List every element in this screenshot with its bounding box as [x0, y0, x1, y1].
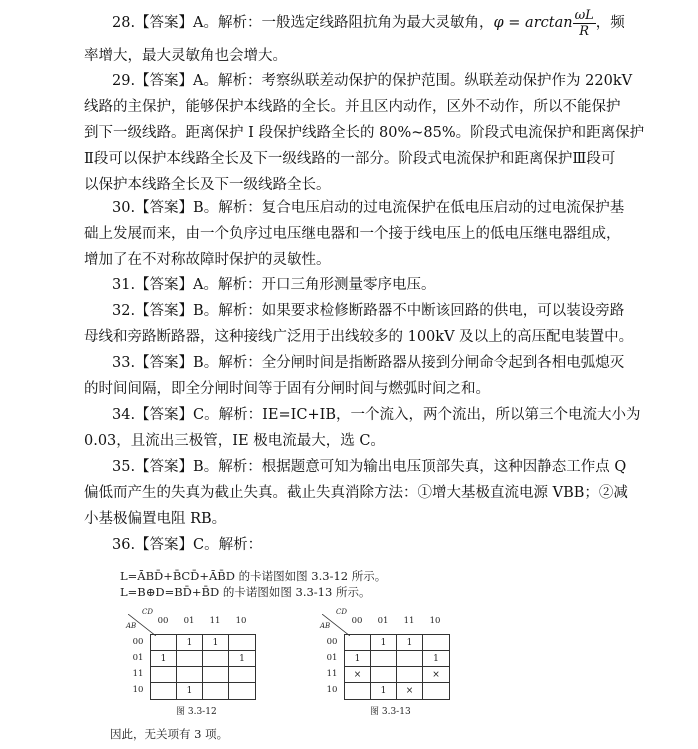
- kmap-cell: [371, 651, 397, 667]
- answer-30: [84, 195, 625, 273]
- kmap-cell: [229, 683, 255, 699]
- kmap-cell: [371, 667, 397, 683]
- kmap-cell: [397, 667, 423, 683]
- answer-32-line: 32.【答案】B。解析：如果要求检修断路器不中断该回路的供电，可以装设旁路: [112, 303, 625, 319]
- answer-29-line: 29.【答案】A。解析：考察纵联差动保护的保护范围。纵联差动保护作为 220kV: [112, 73, 633, 89]
- answer-32: [84, 298, 634, 350]
- kmap-grid: [344, 634, 450, 700]
- kmap-corner-cd: CD: [336, 608, 347, 616]
- answer-28-text-a: 28.【答案】A。解析：一般选定线路阻抗角为最大灵敏角，: [112, 15, 494, 31]
- formula-phi: φ = arctan: [493, 15, 573, 31]
- kmap-corner-cd: CD: [142, 608, 153, 616]
- kmap-cell: 1: [151, 651, 177, 667]
- kmap-row-label: 11: [132, 669, 144, 679]
- kmap-row-label: 10: [132, 685, 144, 695]
- answer-29-line: 线路的主保护，能够保护本线路的全长。并且区内动作，区外不动作，所以不能保护: [84, 99, 621, 115]
- kmap-cell: 1: [423, 651, 449, 667]
- kmap-row-label: 10: [326, 685, 338, 695]
- kmap-cell: [203, 651, 229, 667]
- kmap-corner-ab: AB: [126, 622, 137, 630]
- kmap-col-label: 11: [403, 616, 415, 626]
- kmap-cell: [423, 683, 449, 699]
- kmap-cell: [229, 667, 255, 683]
- kmap-cell: 1: [371, 635, 397, 651]
- figure-equation-2: L=B⊕D=BD̄+B̄D 的卡诺图如图 3.3-13 所示。: [120, 585, 371, 599]
- answer-34: [84, 402, 641, 454]
- karnaugh-figure: [110, 566, 480, 746]
- kmap-col-label: 10: [235, 616, 247, 626]
- answer-36-line: 36.【答案】C。解析：: [112, 537, 263, 553]
- figure-caption-2: 图 3.3-13: [370, 707, 411, 717]
- formula-denominator: R: [579, 23, 590, 39]
- answer-31: [84, 272, 604, 298]
- kmap-cell: [345, 635, 371, 651]
- answer-33: [84, 350, 625, 402]
- figure-caption-1: 图 3.3-12: [176, 707, 217, 717]
- kmap-cell: [229, 635, 255, 651]
- kmap-cell: 1: [229, 651, 255, 667]
- answer-33-line: 的时间间隔，即全分闸时间等于固有分闸时间与燃弧时间之和。: [84, 381, 490, 397]
- kmap-cell: 1: [345, 651, 371, 667]
- formula-numerator: ωL: [574, 7, 594, 23]
- kmap-cell: [151, 683, 177, 699]
- kmap-cell: [177, 667, 203, 683]
- kmap-row-label: 00: [326, 637, 338, 647]
- answer-34-line: 0.03，且流出三极管，IE 极电流最大，选 C。: [84, 433, 385, 449]
- kmap-cell: 1: [177, 635, 203, 651]
- answer-29-line: 到下一级线路。距离保护 I 段保护线路全长的 80%~85%。阶段式电流保护和距离保护: [84, 125, 645, 141]
- kmap-cell: [345, 683, 371, 699]
- kmap-col-label: 10: [429, 616, 441, 626]
- kmap-cell: [177, 651, 203, 667]
- kmap-row-label: 01: [132, 653, 144, 663]
- answer-35: [84, 454, 628, 532]
- answer-29: [84, 68, 645, 198]
- answer-29-line: Ⅱ段可以保护本线路全长及下一级线路的一部分。阶段式电流保护和距离保护Ⅲ段可: [84, 151, 616, 167]
- kmap-cell: ×: [423, 667, 449, 683]
- kmap-cell: [203, 683, 229, 699]
- answer-32-line: 母线和旁路断路器，这种接线广泛用于出线较多的 100kV 及以上的高压配电装置中。: [84, 329, 634, 345]
- kmap-col-label: 01: [377, 616, 389, 626]
- kmap-col-label: 00: [351, 616, 363, 626]
- answer-28-text-b: ，频: [595, 15, 625, 31]
- kmap-row-label: 00: [132, 637, 144, 647]
- kmap-cell: [151, 667, 177, 683]
- answer-33-line: 33.【答案】B。解析：全分闸时间是指断路器从接到分闸命令起到各相电弧熄灭: [112, 355, 625, 371]
- kmap-corner-ab: AB: [320, 622, 331, 630]
- answer-35-line: 35.【答案】B。解析：根据题意可知为输出电压顶部失真，这种因静态工作点 Q: [112, 459, 627, 475]
- kmap-cell: ×: [397, 683, 423, 699]
- answer-35-line: 小基极偏置电阻 RB。: [84, 511, 227, 527]
- answer-35-line: 偏低而产生的失真为截止失真。截止失真消除方法：①增大基极直流电源 VBB；②减: [84, 485, 628, 501]
- kmap-col-label: 01: [183, 616, 195, 626]
- kmap-cell: 1: [371, 683, 397, 699]
- answer-30-line: 础上发展而来，由一个负序过电压继电器和一个接于线电压上的低电压继电器组成，: [84, 226, 621, 242]
- answer-31-line: 31.【答案】A。解析：开口三角形测量零序电压。: [112, 277, 436, 293]
- kmap-cell: [397, 651, 423, 667]
- figure-equation-1: L=ĀBD̄+B̄CD̄+ĀB̄D 的卡诺图如图 3.3-12 所示。: [120, 569, 387, 583]
- answer-29-line: 以保护本线路全长及下一级线路全长。: [84, 177, 331, 193]
- kmap-cell: [151, 635, 177, 651]
- answer-30-line: 30.【答案】B。解析：复合电压启动的过电流保护在低电压启动的过电流保护基: [112, 200, 625, 216]
- answer-28: [84, 3, 625, 69]
- kmap-cell: [203, 667, 229, 683]
- formula-fraction: [573, 8, 596, 39]
- kmap-cell: 1: [203, 635, 229, 651]
- answer-36: [84, 532, 604, 558]
- kmap-row-label: 11: [326, 669, 338, 679]
- kmap-cell: 1: [177, 683, 203, 699]
- kmap-row-label: 01: [326, 653, 338, 663]
- kmap-cell: 1: [397, 635, 423, 651]
- kmap-cell: ×: [345, 667, 371, 683]
- kmap-cell: [423, 635, 449, 651]
- figure-conclusion: 因此，无关项有 3 项。: [110, 727, 229, 741]
- kmap-grid: [150, 634, 256, 700]
- answer-28-line-2: 率增大，最大灵敏角也会增大。: [84, 48, 287, 64]
- answer-34-line: 34.【答案】C。解析：IE=IC+IB，一个流入，两个流出，所以第三个电流大小为: [112, 407, 641, 423]
- answer-30-line: 增加了在不对称故障时保护的灵敏性。: [84, 252, 331, 268]
- kmap-col-label: 11: [209, 616, 221, 626]
- kmap-col-label: 00: [157, 616, 169, 626]
